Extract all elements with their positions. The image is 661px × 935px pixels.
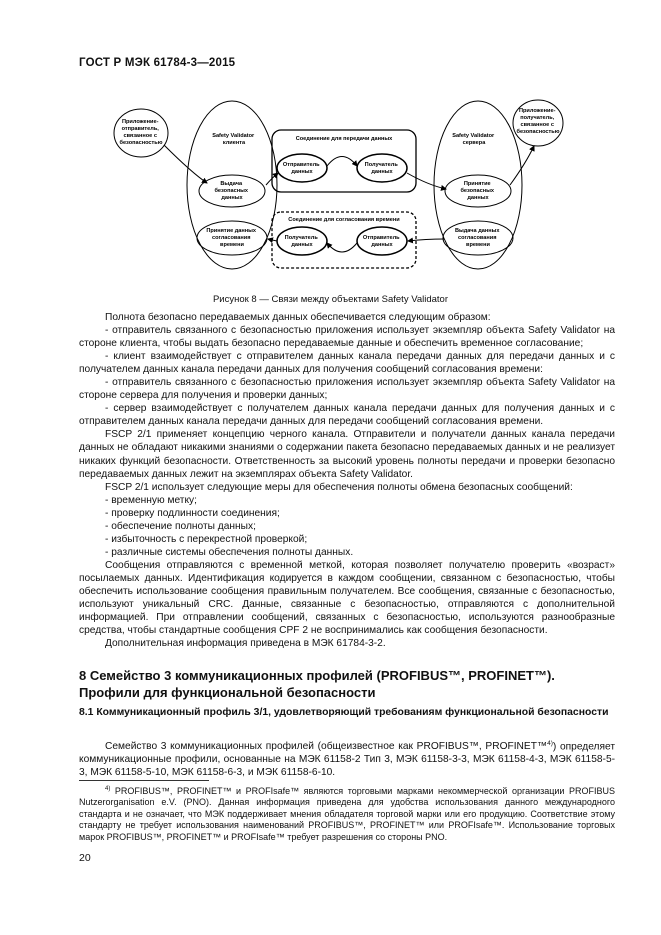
client-receive-label: Принятие данных согласования времени (206, 228, 257, 248)
body-text (79, 311, 615, 650)
arrow-to-server-receive (407, 173, 446, 189)
arrow-time-send (327, 243, 357, 252)
arrow-app-to-send (164, 145, 207, 183)
paragraph: Дополнительная информация приведена в МЭК 61784-3-2. (105, 638, 386, 650)
time-receiver-label: Получатель данных (284, 235, 318, 248)
client-validator-label: Safety Validator клиента (212, 133, 255, 146)
safety-validator-diagram (106, 93, 566, 291)
client-app-label: Приложение- отправитель, связанное с безопасностью (119, 119, 163, 146)
list-item: - временную метку; (105, 494, 197, 506)
paragraph: FSCP 2/1 использует следующие меры для обеспечения полноты обмена безопасных сообщений: (105, 481, 573, 493)
server-app-label: Приложение- получатель, связанное с безопасностью (516, 108, 560, 135)
footnote-marker: 4) (105, 786, 111, 792)
arrow-data-send (327, 157, 357, 167)
page-number: 20 (79, 852, 91, 864)
paragraph: - отправитель связанного с безопасностью приложения использует экземпляр объекта Safety Validator на стороне клиента, чтобы выдать безопасно передаваемые данные и обеспечить временное согласование; (79, 325, 615, 350)
server-send-label: Выдача данных согласования времени (454, 228, 500, 248)
data-sender-ellipse (277, 154, 327, 182)
list-item: - проверку подлинности соединения; (105, 507, 280, 519)
section-8-1-heading: 8.1 Коммуникационный профиль 3/1, удовлетворяющий требованиям функциональной безопасности (79, 707, 609, 718)
section-8-heading: 8 Семейство 3 коммуникационных профилей (PROFIBUS™, PROFINET™). Профили для функциональной безопасности (79, 668, 555, 700)
client-send-label: Выдача безопасных данных (214, 181, 248, 201)
arrow-to-time-sender (408, 239, 444, 241)
footnote-text: PROFIBUS™, PROFINET™ и PROFIsafe™ являются торговыми марками некоммерческой организации PROFIBUS Nutzerorganisation e.V. (PNO). Данная информация приведена для удобства использования данного международного стандарта и не означает, что МЭК поддерживает мнения обладателя торговой марки или его продукцию. Соответствие этому стандарту не требует использования наименований PROFIBUS™, PROFINET™ или PROFIsafe™. Использование торговых марок PROFIBUS™, PROFINET™ и PROFIsafe™ требует разрешения со стороны PNO. (79, 786, 615, 842)
section-8-1-text (79, 737, 615, 780)
server-receive-label: Принятие безопасных данных (460, 181, 494, 201)
data-receiver-label: Получатель данных (364, 162, 398, 175)
time-sender-label: Отправитель данных (362, 235, 400, 248)
footnote-reference: 4) (547, 740, 553, 747)
section-8-1-text-end: ) определяет коммуникационные профили, основанные на МЭК 61158-2 Тип 3, МЭК 61158-3-3, МЭК 61158-4-3, МЭК 61158-5-3, МЭК 61158-5-10, МЭК 61158-6-3, и МЭК 61158-6-10. (79, 741, 615, 779)
document-header: ГОСТ Р МЭК 61784-3—2015 (79, 57, 236, 69)
paragraph: Сообщения отправляются с временной меткой, которая позволяет получателю проверить «возраст» посылаемых данных. Идентификация кодируется в каждом сообщении, связанном с безопасностью, чтобы обеспечить использование сообщения правильным получателем. Все сообщения, связанные с безопасностью, используют уникальный CRC. Данные, связанные с безопасностью, отправляются с дополнительной информацией. При отправлении сообщений, связанных с безопасностью, используются разнообразные средства, чтобы стандартные сообщения CPF 2 не воспринимались как сообщения безопасности. (79, 559, 615, 637)
data-sender-label: Отправитель данных (282, 162, 320, 175)
list-item: - различные системы обеспечения полноты данных. (105, 546, 354, 558)
data-box-title: Соединение для передачи данных (295, 136, 393, 142)
footnote (79, 784, 615, 843)
data-receiver-ellipse (357, 154, 407, 182)
paragraph: - отправитель связанного с безопасностью приложения использует экземпляр объекта Safety Validator на стороне сервера для получения и проверки данных; (79, 377, 615, 402)
time-receiver-ellipse (277, 227, 327, 255)
time-box-title: Соединение для согласования времени (288, 217, 400, 223)
paragraph: Полнота безопасно передаваемых данных обеспечивается следующим образом: (105, 312, 491, 323)
time-sender-ellipse (357, 227, 407, 255)
section-8-1-text-start: Семейство 3 коммуникационных профилей (общеизвестное как PROFIBUS™, PROFINET™ (105, 741, 548, 753)
server-validator-label: Safety Validator сервера (452, 133, 495, 146)
paragraph: FSCP 2/1 применяет концепцию черного канала. Отправители и получатели данных канала передачи данных не обладают никакими знаниями о содержании пакета безопасно передаваемых данных и не реализует никаких функций безопасности. Ответственность за высокий уровень полноты передачи и проверки безопасно передаваемых данных лежит на экземплярах объекта Safety Validator. (79, 429, 615, 480)
list-item: - избыточность с перекрестной проверкой; (105, 533, 308, 545)
figure-caption: Рисунок 8 — Связи между объектами Safety Validator (212, 294, 449, 305)
paragraph: - сервер взаимодействует с получателем данных канала передачи данных для получения данных и с отправителем данных канала передачи данных для передачи сообщений согласования времени. (79, 403, 615, 428)
paragraph: - клиент взаимодействует с отправителем данных канала передачи данных для передачи данных и с получателем данных канала передачи данных для получения сообщений согласования времени: (79, 351, 615, 376)
list-item: - обеспечение полноты данных; (105, 520, 256, 532)
footnote-divider (79, 780, 209, 781)
